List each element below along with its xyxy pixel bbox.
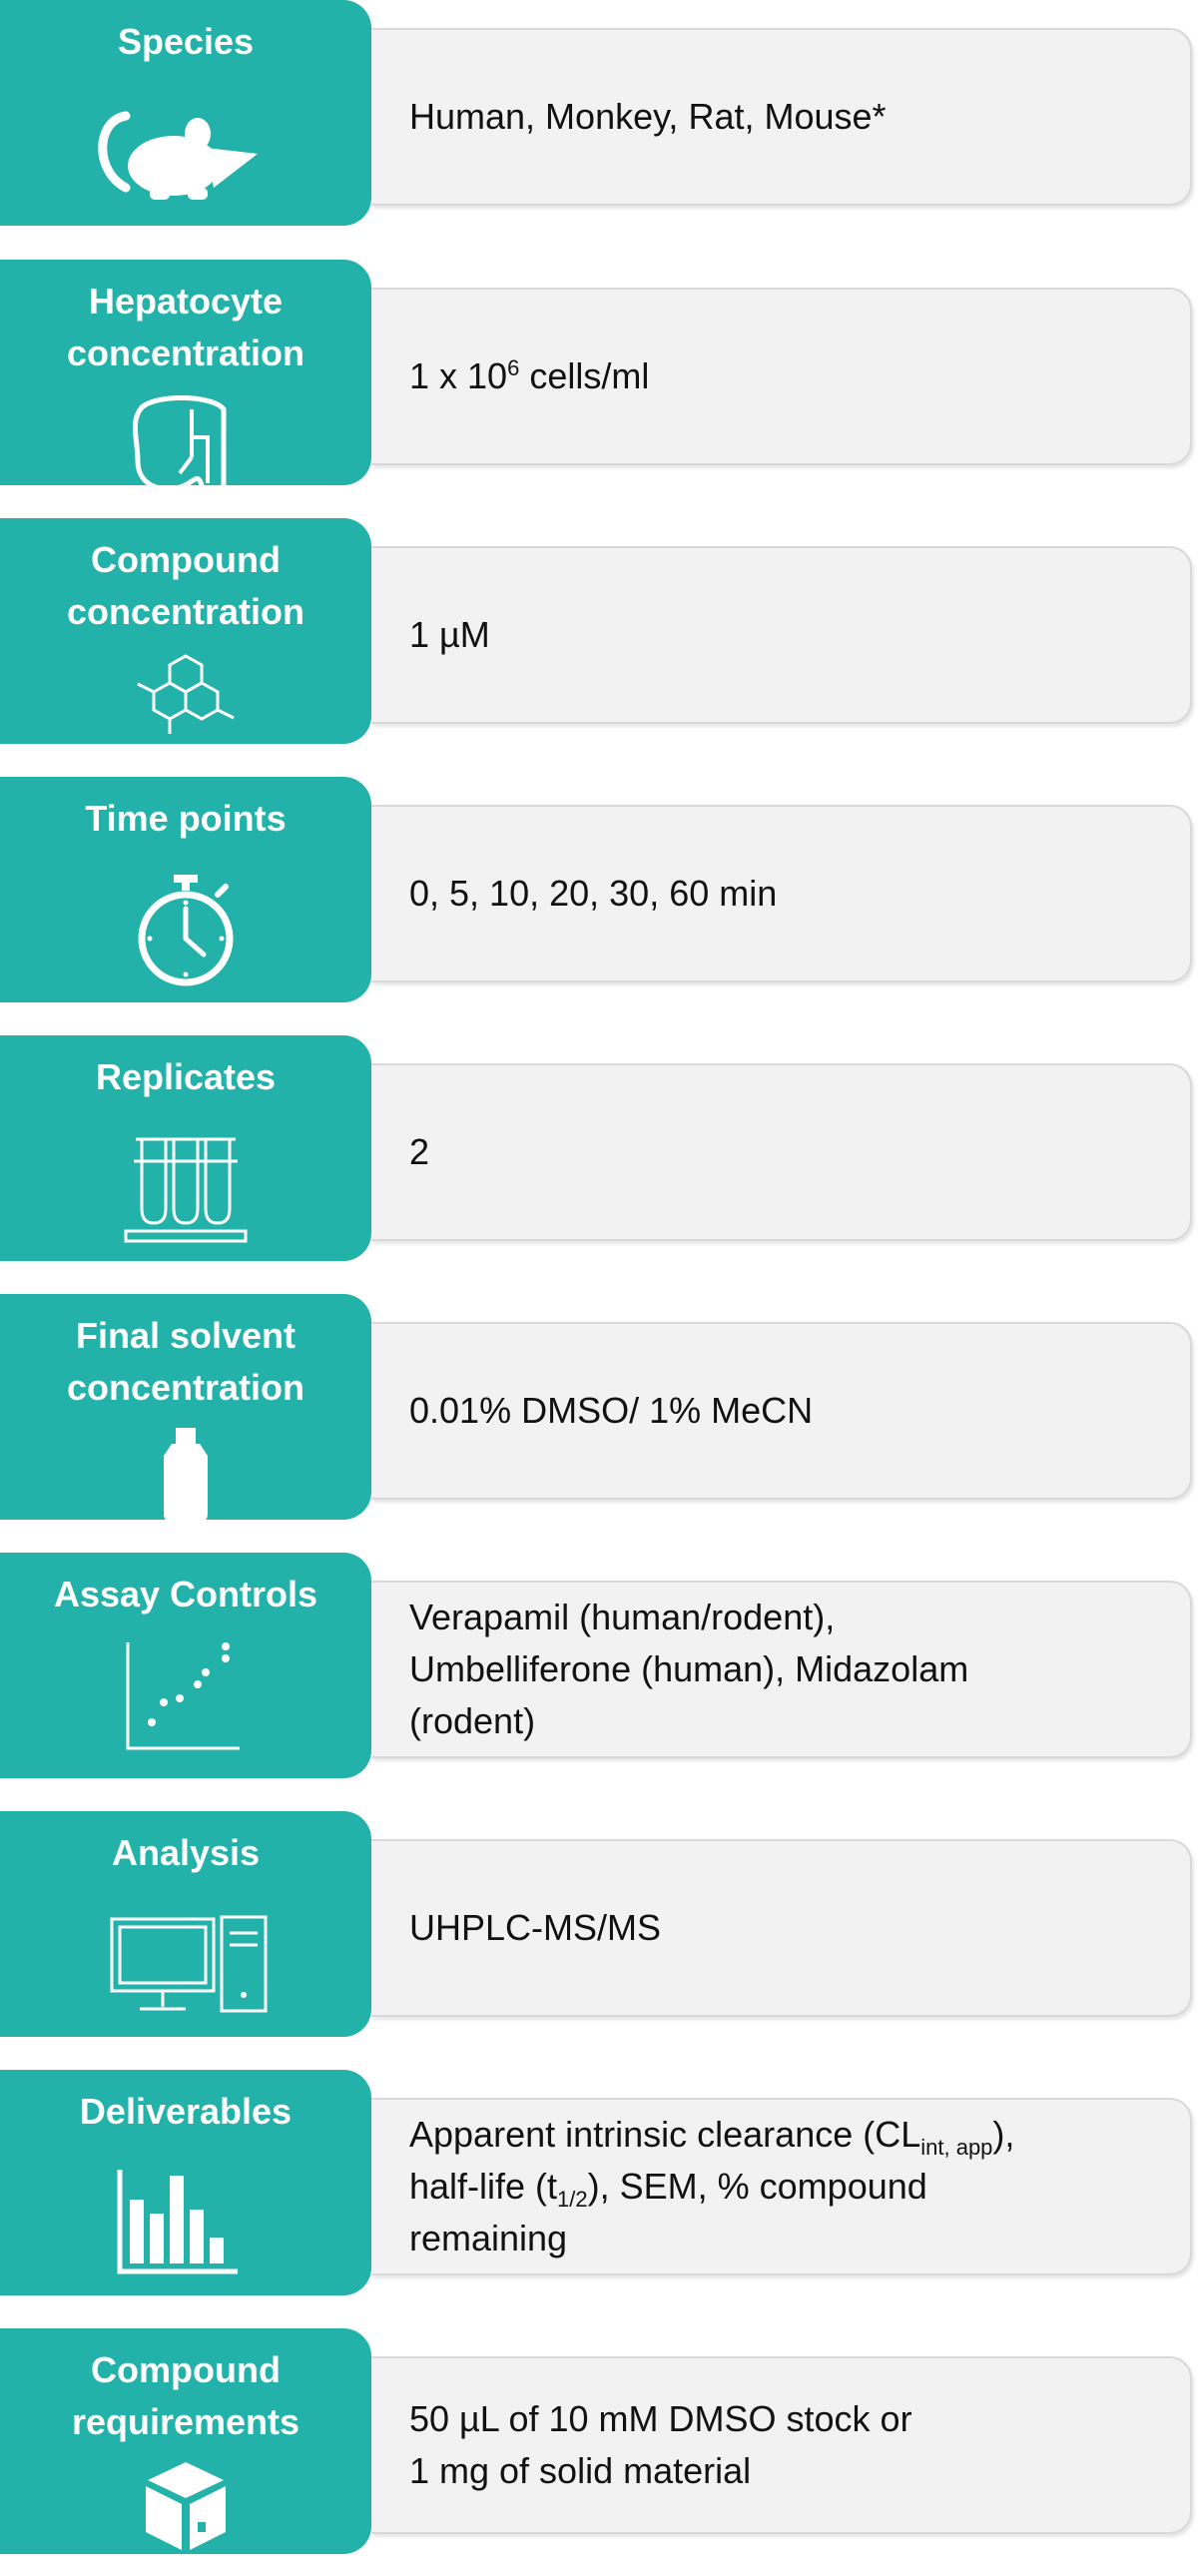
row-compound-concentration [0,518,1198,744]
label-tile [0,1811,371,2037]
value-line: Verapamil (human/rodent), [409,1597,836,1637]
row-deliverables [0,2070,1198,2295]
value-text [409,350,649,402]
label-tile [0,1553,371,1778]
value-line [409,2109,1014,2161]
tile-label [0,1051,371,1103]
value-text: 0, 5, 10, 20, 30, 60 min [409,873,778,914]
value-text [409,1592,968,1747]
label-tile [0,1035,371,1261]
value-card [371,805,1192,982]
value-card [371,1839,1192,2017]
row-analysis [0,1811,1198,2037]
value-line: remaining [409,2218,568,2258]
value-line: 50 µL of 10 mM DMSO stock or [409,2398,912,2439]
row-assay-controls [0,1553,1198,1778]
value-text-part: ), SEM, % compound [587,2166,927,2207]
value-text-part: half-life (t [409,2166,558,2207]
value-text: Human, Monkey, Rat, Mouse* [409,96,887,137]
tile-label-line: Final solvent [75,1315,297,1356]
value-text [409,2109,1014,2264]
tile-label-line: Compound [91,2349,281,2390]
value-line: Umbelliferone (human), Midazolam [409,1648,969,1689]
tile-label [0,16,371,68]
label-tile [0,777,371,1002]
computer-icon [86,1907,286,2027]
value-card [371,1063,1192,1241]
tile-label-line: Hepatocyte [88,281,284,322]
value-text: 0.01% DMSO/ 1% MeCN [409,1390,814,1431]
liver-icon [86,387,286,507]
value-text-part: ), [992,2114,1015,2155]
value-text-part: 1 x 10 [409,355,508,396]
tile-label [0,1827,371,1879]
tile-label-line: Compound [91,539,281,580]
value-text [409,2393,912,2497]
value-text: 1 µM [409,614,490,655]
value-card [371,546,1192,724]
tile-label [0,793,371,845]
value-text: 2 [409,1131,430,1172]
molecule-icon [86,646,286,766]
label-tile [0,1294,371,1520]
tile-label-line: concentration [66,591,305,632]
row-compound-requirements [0,2328,1198,2554]
bar-chart-icon [86,2166,286,2285]
value-line: 1 mg of solid material [409,2450,752,2491]
tile-label [0,2344,371,2448]
tile-label-line: concentration [66,332,305,373]
tile-label-line: Assay Controls [53,1574,318,1614]
value-text: UHPLC-MS/MS [409,1907,662,1948]
row-hepatocyte-concentration [0,260,1198,485]
scatter-plot-icon [86,1638,286,1758]
value-card [371,2098,1192,2275]
value-superscript: 6 [507,355,520,380]
value-card [371,1322,1192,1500]
value-card [371,2356,1192,2534]
tile-label [0,276,371,379]
label-tile [0,2328,371,2554]
label-tile [0,0,371,226]
tile-label [0,2086,371,2138]
value-subscript: int, app [920,2135,993,2161]
tile-label-line: Time points [85,798,287,839]
tile-label-line: Species [117,21,255,62]
value-line: (rodent) [409,1700,536,1741]
mouse-icon [86,96,286,216]
tile-label-line: Replicates [95,1056,277,1097]
tile-label-line: Deliverables [79,2091,293,2132]
value-card [371,28,1192,206]
value-card [371,288,1192,465]
box-icon [86,2456,286,2576]
row-time-points [0,777,1198,1002]
value-text-part: cells/ml [519,355,650,396]
bottle-icon [86,1422,286,1542]
row-replicates [0,1035,1198,1261]
row-final-solvent-concentration [0,1294,1198,1520]
tile-label-line: requirements [71,2401,300,2442]
value-card [371,1581,1192,1758]
tile-label-line: concentration [66,1367,305,1408]
value-subscript: 1/2 [557,2187,588,2213]
tile-label-line: Analysis [111,1832,261,1873]
stopwatch-icon [86,873,286,992]
label-tile [0,260,371,485]
label-tile [0,2070,371,2295]
tile-label [0,1569,371,1620]
row-species [0,0,1198,226]
label-tile [0,518,371,744]
tile-label [0,1310,371,1414]
value-text-part: Apparent intrinsic clearance (CL [409,2114,921,2155]
test-tubes-icon [86,1131,286,1251]
value-line [409,2161,1014,2213]
tile-label [0,534,371,638]
